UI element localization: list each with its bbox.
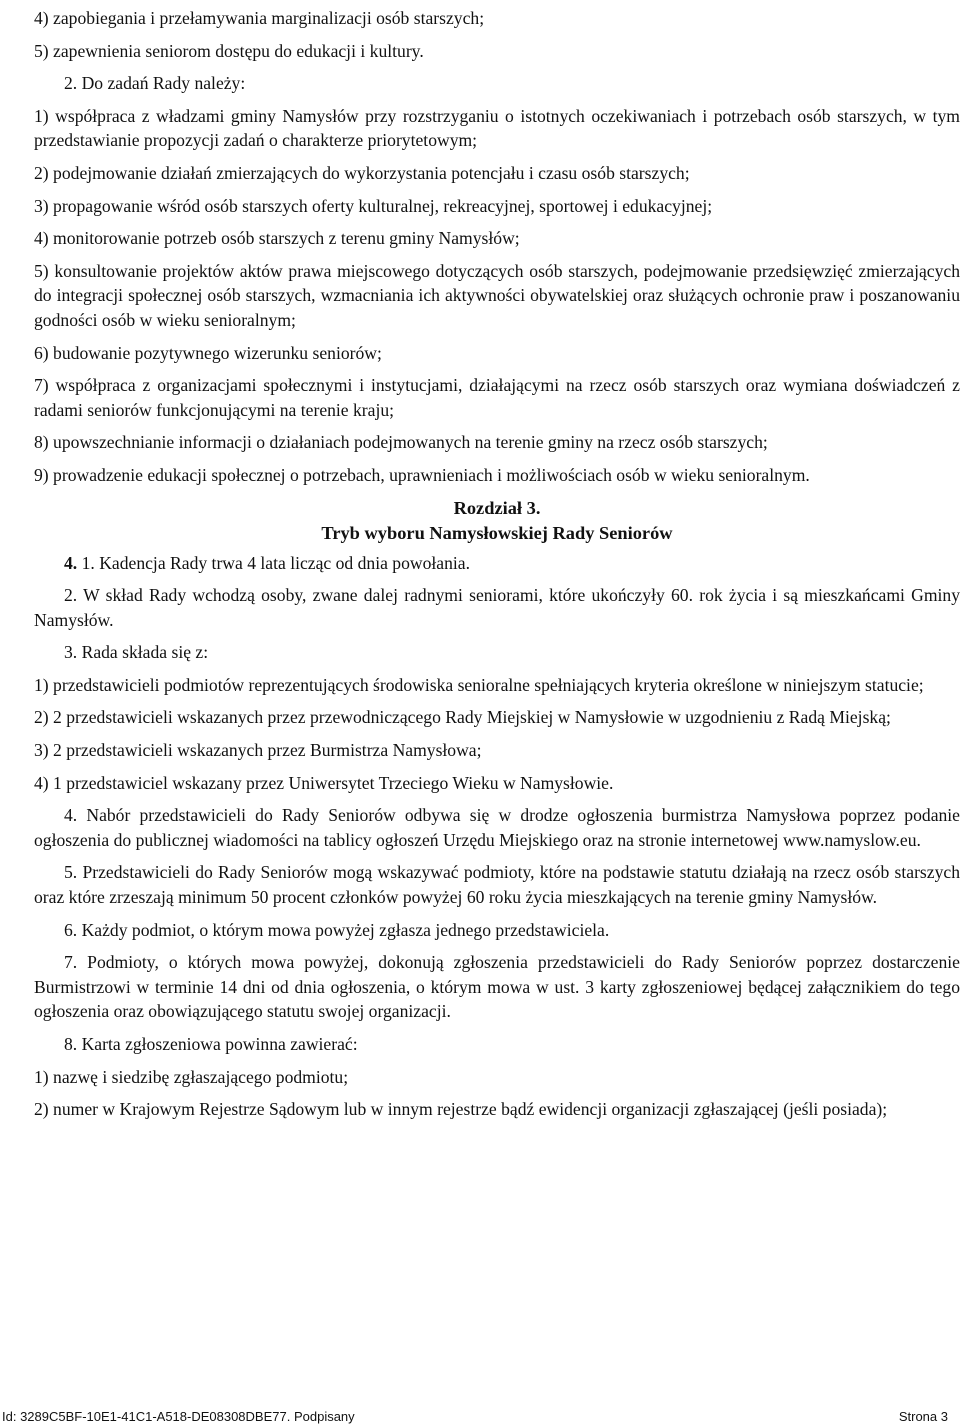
list-item: 1) nazwę i siedzibę zgłaszającego podmiotu;	[34, 1066, 349, 1087]
paragraph-4-point-7: 7. Podmioty, o których mowa powyżej, dokonują zgłoszenia przedstawicieli do Rady Seniorów poprzez dostarczenie Burmistrzowi w terminie 14 dni od dnia ogłoszenia, o którym mowa w ust. 3 karty zgłoszeniowej będącej załącznikiem do tego ogłoszenia oraz obowiązującego statutu swojej organizacji.	[34, 952, 960, 1022]
list-item: 2) 2 przedstawicieli wskazanych przez przewodniczącego Rady Miejskiej w Namysłowie w uzgodnieniu z Radą Miejską;	[34, 707, 891, 728]
list-item: 4) zapobiegania i przełamywania marginalizacji osób starszych;	[34, 8, 485, 28]
page-number: Strona 3	[898, 1409, 948, 1424]
list-item: 3) 2 przedstawicieli wskazanych przez Burmistrza Namysłowa;	[34, 740, 482, 761]
list-item: 8) upowszechnianie informacji o działaniach podejmowanych na terenie gminy na rzecz osób starszych;	[34, 432, 768, 453]
list-item: 4) monitorowanie potrzeb osób starszych z terenu gminy Namysłów;	[34, 228, 520, 249]
chapter-subtitle: Tryb wyboru Namysłowskiej Rady Seniorów	[321, 522, 673, 543]
list-item: 1) przedstawicieli podmiotów reprezentujących środowiska senioralne spełniających kryteria określone w niniejszym statucie;	[34, 674, 924, 695]
list-item: 5) konsultowanie projektów aktów prawa miejscowego dotyczących osób starszych, podejmowanie przedsięwzięć zmierzających do integracji społecznej osób starszych, wzmacniania ich aktywności obywatelskiej oraz służących ochronie praw i poszanowaniu godności osób w wieku senioralnym;	[34, 260, 960, 330]
paragraph-number: 4.	[64, 552, 78, 573]
paragraph-4-point-5: 5. Przedstawicieli do Rady Seniorów mogą wskazywać podmioty, które na podstawie statutu działają na rzecz osób starszych oraz które zrzeszają minimum 50 procent członków powyżej 60 roku życia mieszkających na terenie gminy Namysłów.	[34, 862, 960, 908]
paragraph-4-point-1	[34, 551, 960, 576]
list-item: 7) współpraca z organizacjami społecznymi i instytucjami, działającymi na rzecz osób starszych oraz wymiana doświadczeń z radami seniorów funkcjonującymi na terenie kraju;	[34, 375, 960, 420]
list-item: 1) współpraca z władzami gminy Namysłów przy rozstrzyganiu o istotnych oczekiwaniach i potrzebach osób starszych, w tym przedstawianie propozycji zadań o charakterze priorytetowym;	[34, 105, 960, 151]
paragraph-4-point-3-intro: 3. Rada składa się z:	[64, 642, 209, 663]
list-item: 6) budowanie pozytywnego wizerunku seniorów;	[34, 342, 382, 363]
list-item: 2) podejmowanie działań zmierzających do wykorzystania potencjału i czasu osób starszych;	[34, 162, 690, 183]
list-item: 5) zapewnienia seniorom dostępu do edukacji i kultury.	[34, 40, 424, 61]
paragraph-4-point-6: 6. Każdy podmiot, o którym mowa powyżej zgłasza jednego przedstawiciela.	[64, 919, 610, 940]
list-item: 4) 1 przedstawiciel wskazany przez Uniwersytet Trzeciego Wieku w Namysłowie.	[34, 772, 614, 793]
list-item: 2) numer w Krajowym Rejestrze Sądowym lub w innym rejestrze bądź ewidencji organizacji zgłaszającej (jeśli posiada);	[34, 1099, 888, 1120]
chapter-title: Rozdział 3.	[453, 497, 541, 518]
list-item: 3) propagowanie wśród osób starszych oferty kulturalnej, rekreacyjnej, sportowej i edukacyjnej;	[34, 195, 713, 216]
section-intro: 2. Do zadań Rady należy:	[64, 73, 246, 94]
page-footer	[0, 1406, 960, 1428]
point-text: 1. Kadencja Rady trwa 4 lata licząc od dnia powołania.	[81, 552, 470, 573]
list-item: 9) prowadzenie edukacji społecznej o potrzebach, uprawnieniach i możliwościach osób w wieku senioralnym.	[34, 464, 810, 485]
paragraph-4-point-4: 4. Nabór przedstawicieli do Rady Seniorów odbywa się w drodze ogłoszenia burmistrza Namysłowa poprzez podanie ogłoszenia do publicznej wiadomości na tablicy ogłoszeń Urzędu Miejskiego oraz na stronie internetowej www.namyslow.eu.	[34, 805, 960, 850]
paragraph-4-point-8-intro: 8. Karta zgłoszeniowa powinna zawierać:	[64, 1034, 358, 1054]
paragraph-4-point-2: 2. W skład Rady wchodzą osoby, zwane dalej radnymi seniorami, które ukończyły 60. rok życia i są mieszkańcami Gminy Namysłów.	[34, 585, 960, 630]
document-id: Id: 3289C5BF-10E1-41C1-A518-DE08308DBE77. Podpisany	[2, 1409, 355, 1424]
document-page	[34, 6, 960, 1130]
